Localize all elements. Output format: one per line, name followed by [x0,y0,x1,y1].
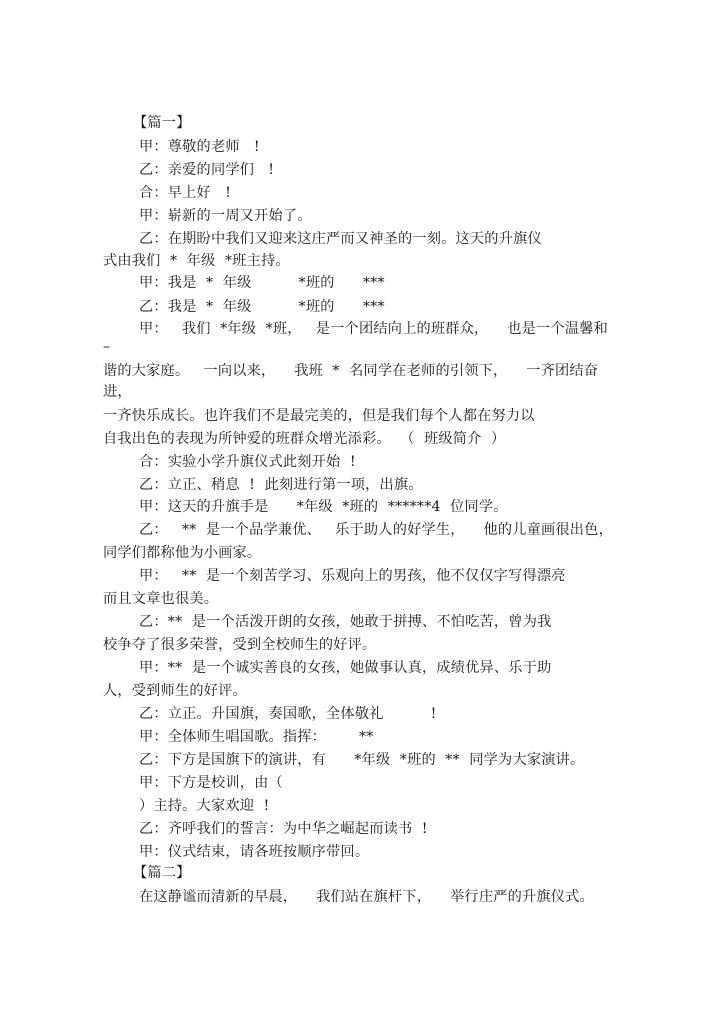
text-line: 甲：仪式结束，请各班按顺序带回。 [139,844,370,860]
text-line: 式由我们 * 年级 *班主持。 [103,253,290,269]
text-line: 进， [103,384,132,400]
text-line: 乙： ** 是一个品学兼优、 乐于助人的好学生， 他的儿童画很出色， [139,522,613,538]
text-line: 乙：立正。升国旗，奏国歌，全体敬礼 ! [139,706,437,722]
text-line: 乙：在期盼中我们又迎来这庄严而又神圣的一刻。这天的升旗仪 [139,231,542,247]
text-line: 人，受到师生的好评。 [103,683,247,699]
section-heading-2: 【篇二】 [133,865,191,881]
text-line: 甲：** 是一个诚实善良的女孩，她做事认真，成绩优异、乐于助 [139,660,552,676]
text-line: 自我出色的表现为所钟爱的班群众增光添彩。 （ 班级简介 ） [103,431,506,447]
text-line: 乙：立正、稍息 ! 此刻进行第一项，出旗。 [139,477,423,493]
text-line: 合：早上好 ! [139,185,231,201]
text-line: 乙：下方是国旗下的演讲，有 *年级 *班的 ** 同学为大家演讲。 [139,752,585,768]
text-line: 甲：尊敬的老师 ! [139,139,260,155]
text-line: 甲：崭新的一周又开始了。 [139,208,312,224]
text-line: 乙：** 是一个活泼开朗的女孩，她敢于拼搏、不怕吃苦，曾为我 [139,614,552,630]
text-line: 乙：亲爱的同学们 ! [139,162,275,178]
text-line: 甲： ** 是一个刻苦学习、乐观向上的男孩，他不仅仅字写得漂亮 [139,568,566,584]
text-line: 合：实验小学升旗仪式此刻开始 ! [139,454,356,470]
text-line: 甲：全体师生唱国歌。指挥： ** [139,729,374,745]
text-line: 乙：齐呼我们的誓言：为中华之崛起而读书 ! [139,821,428,837]
text-line: 甲：这天的升旗手是 *年级 *班的 ******4 位同学。 [139,499,508,515]
text-line: 谐的大家庭。 一向以来， 我班 * 名同学在老师的引领下， 一齐团结奋 [103,363,599,379]
text-line: 同学们都称他为小画家。 [103,545,262,561]
text-line: 甲：下方是校训，由（ [139,775,283,791]
text-line: ）主持。大家欢迎 ! [139,798,270,814]
text-line: 在这静谧而清新的早晨， 我们站在旗杆下， 举行庄严的升旗仪式。 [139,889,594,905]
section-heading-1: 【篇一】 [133,115,191,131]
text-line: 而且文章也很美。 [103,591,219,607]
text-line: 一齐快乐成长。也许我们不是最完美的，但是我们每个人都在努力以 [103,408,535,424]
text-line: 甲： 我们 *年级 *班， 是一个团结向上的班群众， 也是一个温馨和 [139,321,608,337]
text-line: 甲：我是 * 年级 *班的 *** [139,275,385,291]
text-line: – [103,339,111,355]
text-line: 乙：我是 * 年级 *班的 *** [139,299,385,315]
text-line: 校争夺了很多荣誉，受到全校师生的好评。 [103,637,377,653]
